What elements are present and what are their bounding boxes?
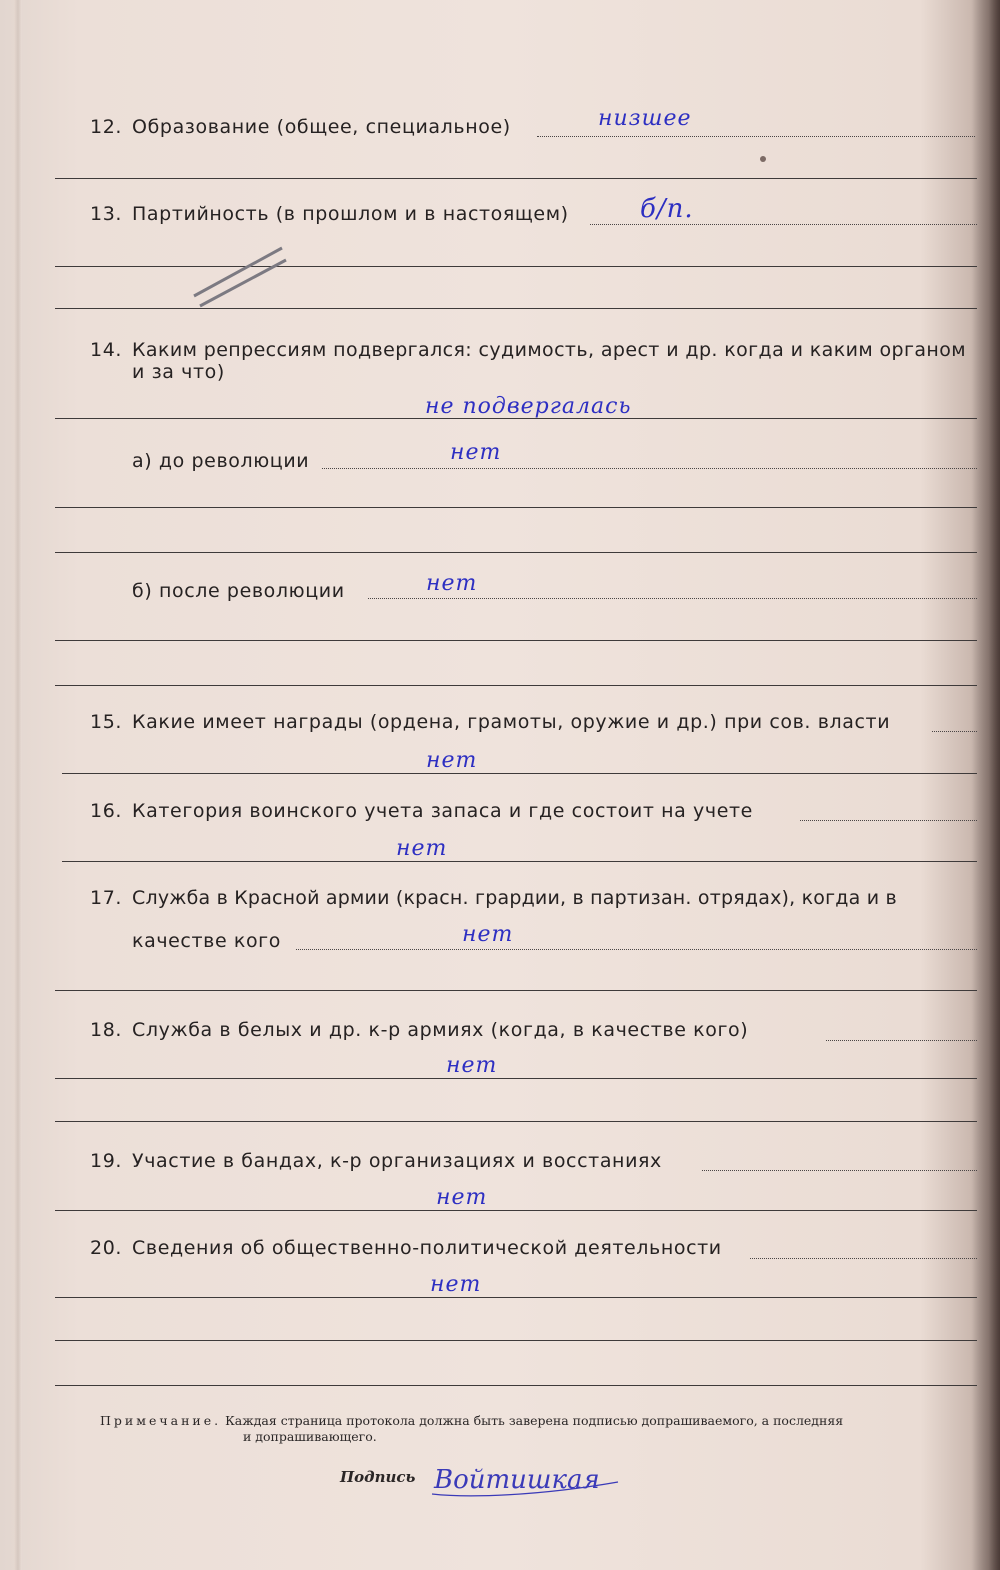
rule-line xyxy=(55,685,977,686)
field-16-label: 16. Категория воинского учета запаса и где состоит на учете xyxy=(90,800,753,822)
rule-line xyxy=(55,640,977,641)
rule-line xyxy=(55,1210,977,1211)
footnote-line2: и допрашивающего. xyxy=(243,1429,377,1444)
signature-handwriting xyxy=(428,1452,628,1502)
field-14b-label: б) после революции xyxy=(132,580,345,602)
field-14-label-line2: и за что) xyxy=(132,361,225,383)
field-19-label: 19. Участие в бандах, к-р организациях и восстаниях xyxy=(90,1150,662,1172)
field-16-answer: нет xyxy=(396,836,448,861)
field-15-entry-line xyxy=(932,731,977,732)
rule-line xyxy=(55,552,977,553)
field-15-answer: нет xyxy=(426,748,478,773)
field-19-answer: нет xyxy=(436,1185,488,1210)
field-18-label: 18. Служба в белых и др. к-р армиях (когда, в качестве кого) xyxy=(90,1019,749,1041)
binding-fold xyxy=(14,0,22,1570)
field-20-label: 20. Сведения об общественно-политической деятельности xyxy=(90,1237,722,1259)
footnote xyxy=(100,1413,990,1445)
rule-line xyxy=(55,507,977,508)
field-13-entry-line xyxy=(590,224,977,225)
field-17-answer: нет xyxy=(462,922,514,947)
field-20-entry-line xyxy=(750,1258,977,1259)
page-edge-shadow xyxy=(972,0,1000,1570)
field-17-label-line2: качестве кого xyxy=(132,930,281,952)
rule-line xyxy=(55,990,977,991)
rule-line xyxy=(55,1121,977,1122)
field-18-entry-line xyxy=(826,1040,977,1041)
field-20-answer: нет xyxy=(430,1272,482,1297)
field-14-label: 14. Каким репрессиям подвергался: судимость, арест и др. когда и каким органом xyxy=(90,339,966,361)
field-14a-label: а) до революции xyxy=(132,450,310,472)
field-12-entry-line xyxy=(537,136,975,137)
field-16-entry-line xyxy=(800,820,977,821)
rule-line xyxy=(55,1340,977,1341)
rule-line xyxy=(62,773,977,774)
field-12-answer: низшее xyxy=(598,106,692,131)
signature-text: Войтишкая xyxy=(434,1465,600,1495)
field-14b-entry-line xyxy=(368,598,977,599)
rule-line xyxy=(55,1297,977,1298)
field-14a-entry-line xyxy=(322,468,977,469)
signature-label: Подпись xyxy=(340,1468,416,1486)
rule-line xyxy=(55,1385,977,1386)
field-17-label: 17. Служба в Красной армии (красн. грардии, в партизан. отрядах), когда и в xyxy=(90,887,897,909)
field-18-answer: нет xyxy=(446,1053,498,1078)
field-13-answer: б/п. xyxy=(640,194,694,224)
field-14a-answer: нет xyxy=(450,440,502,465)
pencil-strike-mark xyxy=(190,240,290,310)
field-15-label: 15. Какие имеет награды (ордена, грамоты, оружие и др.) при сов. власти xyxy=(90,711,891,733)
footnote-line1: Каждая страница протокола должна быть заверена подписью допрашиваемого, а последняя xyxy=(225,1413,844,1428)
field-17-entry-line xyxy=(296,949,977,950)
rule-line xyxy=(55,1078,977,1079)
field-14-answer: не подвергалась xyxy=(425,394,632,419)
rule-line xyxy=(55,418,977,419)
rule-line xyxy=(62,861,977,862)
field-12-label: 12. Образование (общее, специальное) xyxy=(90,116,511,138)
footnote-prefix: Примечание. xyxy=(100,1413,222,1428)
field-13-label: 13. Партийность (в прошлом и в настоящем) xyxy=(90,203,569,225)
paper-speck xyxy=(760,156,766,162)
field-19-entry-line xyxy=(702,1170,977,1171)
rule-line xyxy=(55,178,977,179)
field-14b-answer: нет xyxy=(426,571,478,596)
